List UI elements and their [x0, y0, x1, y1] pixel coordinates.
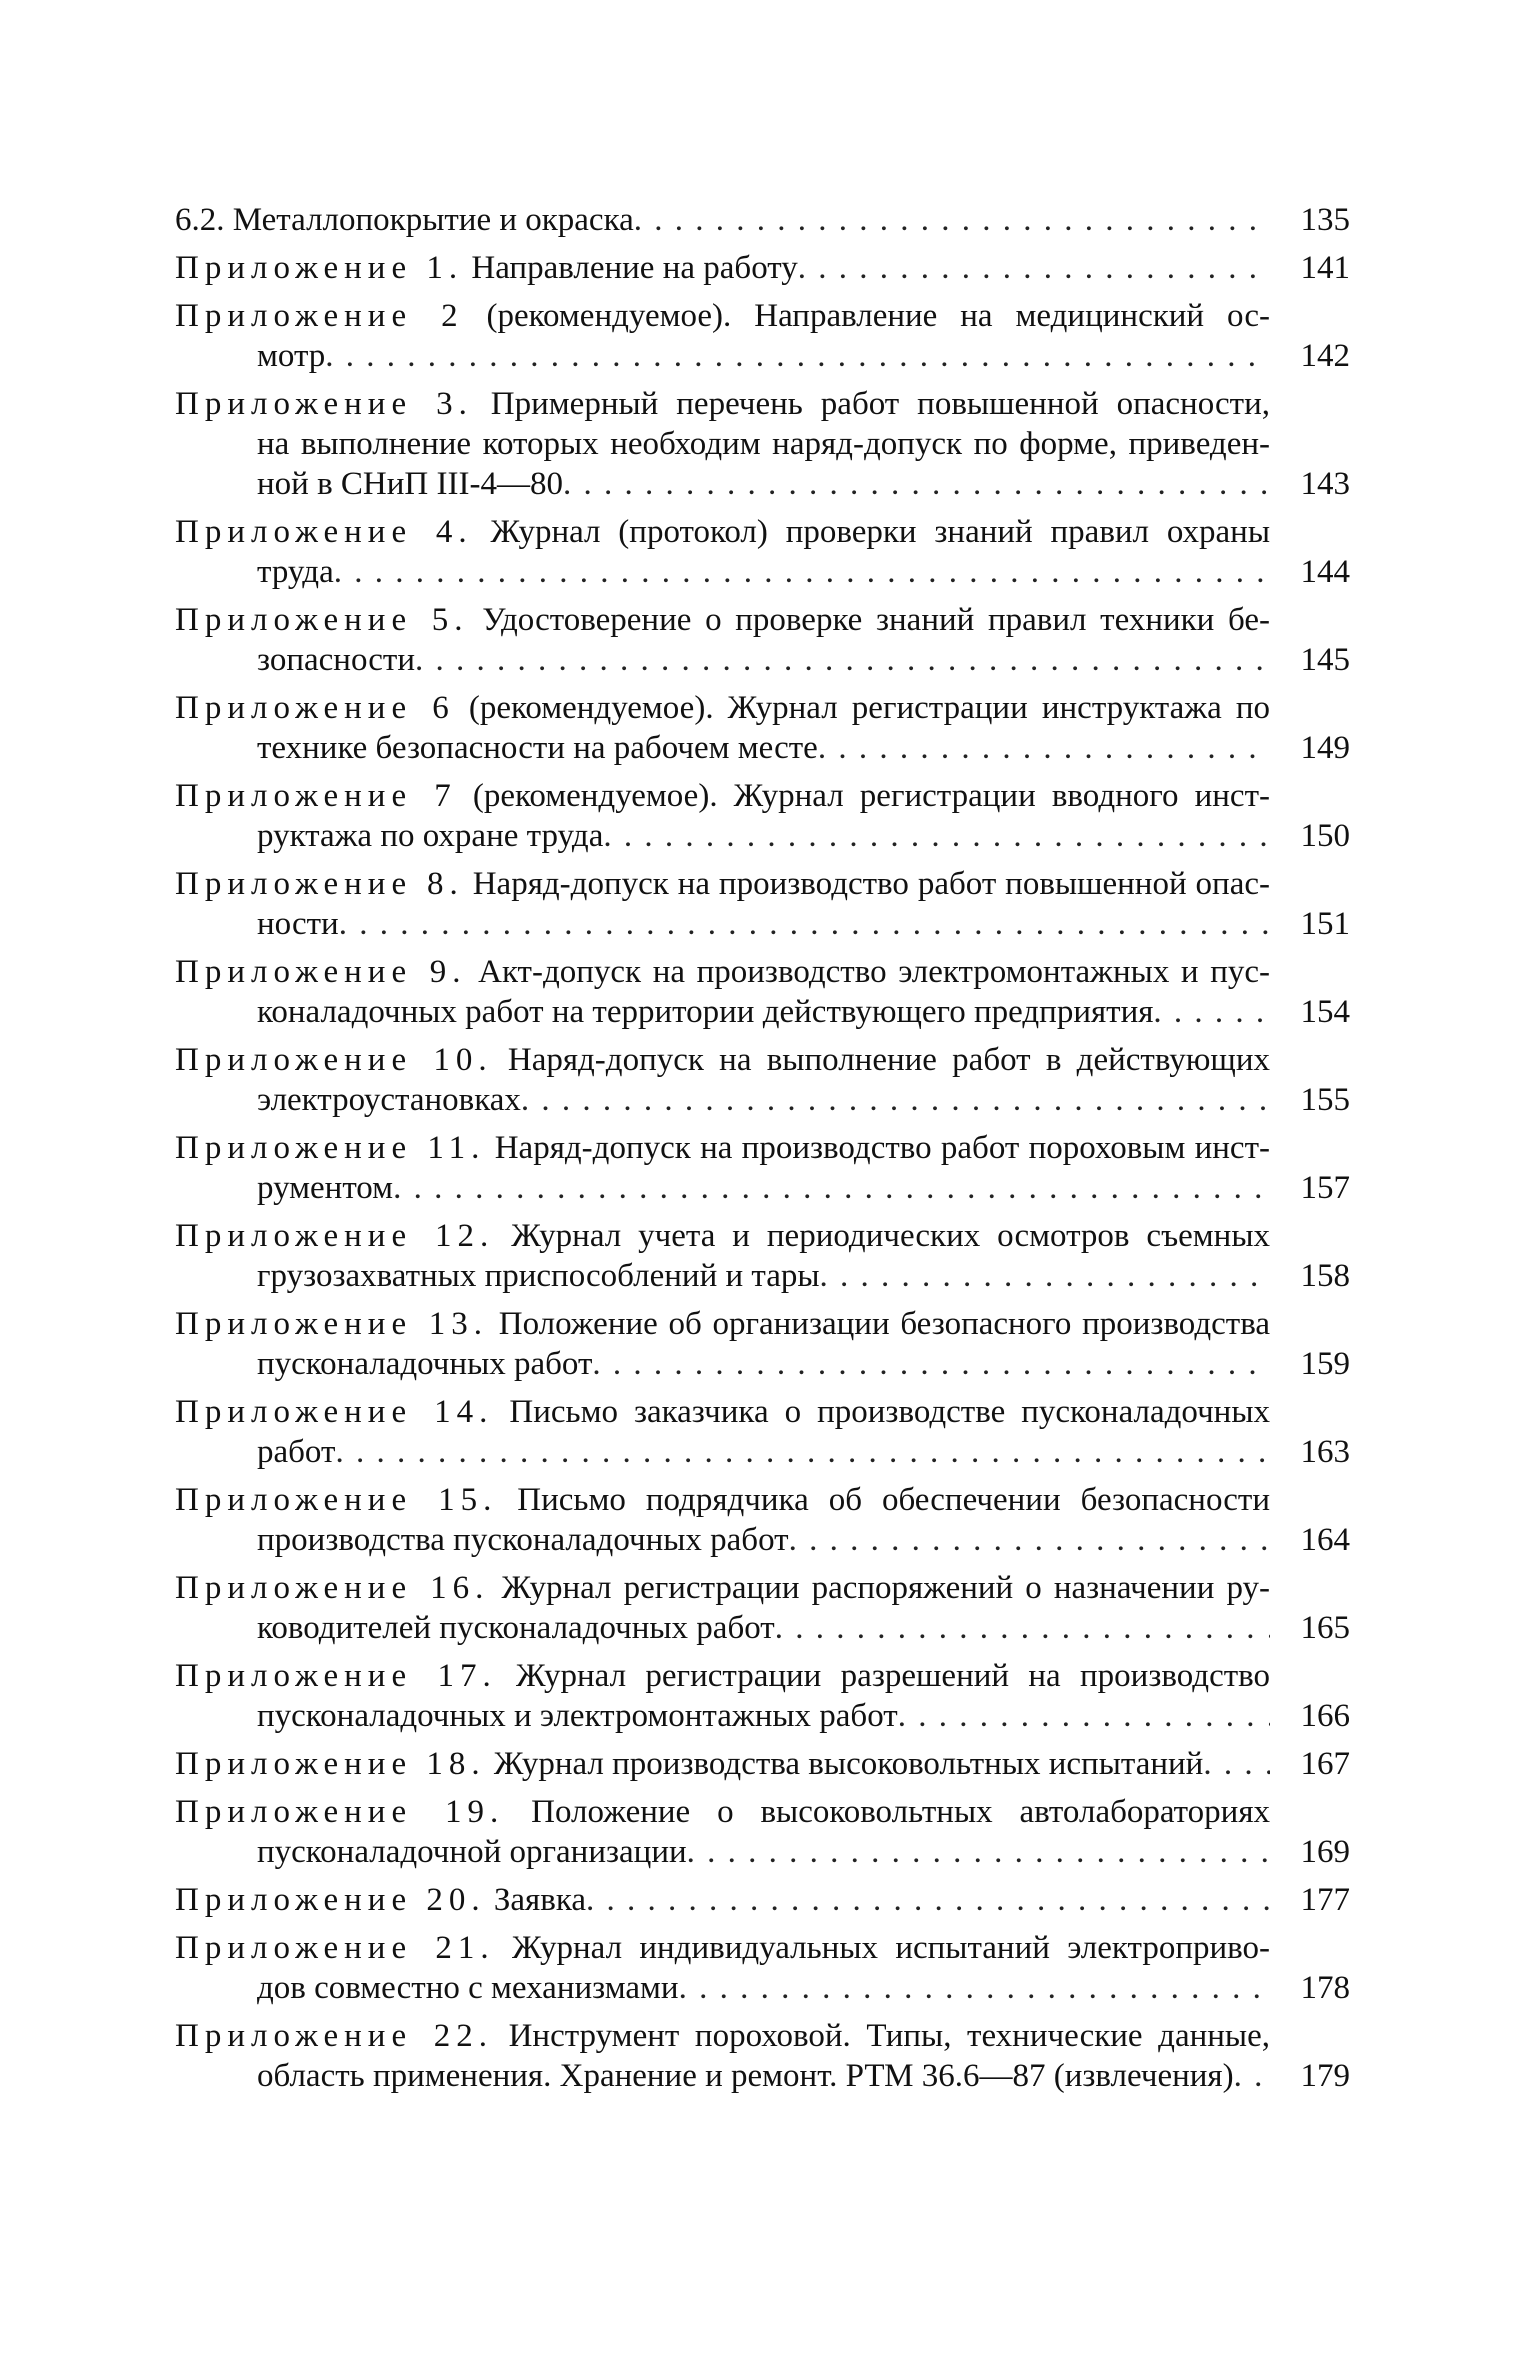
toc-entry-label: Приложение 15. [175, 1482, 498, 1518]
toc-entry-text: Положение об организации безопасного производства [498, 1306, 1270, 1342]
toc-entry-label: Приложение 11. [175, 1130, 486, 1166]
toc-entry-text: Акт-допуск на производство электромонтажных и пус- [478, 954, 1270, 990]
toc-entry-text: Инструмент пороховой. Типы, технические данные, [508, 2018, 1270, 2054]
toc-entry [175, 1480, 1350, 1560]
dot-leader [563, 464, 1270, 504]
dot-leader [415, 640, 1270, 680]
toc-line [175, 1432, 1270, 1472]
toc-entry-label: Приложение 13. [175, 1306, 489, 1342]
toc-entry [175, 1392, 1350, 1472]
toc-page-number: 151 [1300, 906, 1350, 942]
toc-entry-text: электроустановках [257, 1082, 521, 1118]
toc-line [175, 1040, 1270, 1080]
toc-line [175, 464, 1270, 504]
toc-entry-text: рументом [257, 1170, 394, 1206]
toc-line [175, 1792, 1270, 1832]
toc-entry-text: коналадочных работ на территории действующего предприятия [257, 994, 1154, 1030]
toc-line [175, 384, 1270, 424]
toc-line [175, 1656, 1270, 1696]
toc-entry-label: Приложение 4. [175, 514, 473, 550]
toc-line [175, 1696, 1270, 1736]
toc-page-number: 158 [1300, 1258, 1350, 1294]
toc-entry-text: Письмо подрядчика об обеспечении безопасности [517, 1482, 1270, 1518]
toc-page-number: 154 [1300, 994, 1350, 1030]
toc-line [175, 1968, 1270, 2008]
dot-leader [586, 1880, 1270, 1920]
toc-entry-label: Приложение 1. [175, 250, 464, 286]
toc-page-number: 159 [1300, 1346, 1350, 1382]
toc-entry [175, 1128, 1350, 1208]
toc-line [175, 1568, 1270, 1608]
toc-page-number: 142 [1300, 338, 1350, 374]
toc-entry [175, 200, 1350, 240]
toc-entry-label: Приложение 9. [175, 954, 467, 990]
toc-line [175, 1608, 1270, 1648]
toc-line [175, 512, 1270, 552]
toc-entry-label: Приложение 2 [175, 298, 464, 334]
dot-leader [789, 1520, 1270, 1560]
toc-entry [175, 1880, 1350, 1920]
toc-entry-text: Примерный перечень работ повышенной опасности, [490, 386, 1270, 422]
toc-entry-label: Приложение 3. [175, 386, 473, 422]
toc-line [175, 248, 1270, 288]
table-of-contents [175, 200, 1350, 2104]
toc-entry-label: Приложение 14. [175, 1394, 494, 1430]
toc-entry-text: Заявка [493, 1882, 586, 1918]
toc-line [175, 200, 1270, 240]
toc-line [175, 1080, 1270, 1120]
toc-entry-text: (рекомендуемое). Журнал регистрации вводного инст- [472, 778, 1270, 814]
dot-leader [687, 1832, 1270, 1872]
toc-line [175, 2056, 1270, 2096]
dot-leader [679, 1968, 1270, 2008]
toc-entry-label: Приложение 10. [175, 1042, 493, 1078]
dot-leader [339, 904, 1270, 944]
toc-line [175, 1128, 1270, 1168]
toc-entry-text: труда [257, 554, 334, 590]
toc-entry-label: Приложение 5. [175, 602, 469, 638]
toc-entry [175, 1568, 1350, 1648]
toc-entry-label: Приложение 18. [175, 1746, 486, 1782]
toc-page-number: 166 [1300, 1698, 1350, 1734]
toc-entry-label: Приложение 17. [175, 1658, 497, 1694]
toc-entry [175, 1928, 1350, 2008]
toc-entry-label: Приложение 7 [175, 778, 457, 814]
toc-entry-text: работ [257, 1434, 336, 1470]
toc-entry-label: Приложение 8. [175, 866, 464, 902]
toc-line [175, 424, 1270, 464]
toc-entry [175, 384, 1350, 504]
toc-line [175, 1168, 1270, 1208]
toc-page-number: 164 [1300, 1522, 1350, 1558]
toc-entry-text: Направление на работу [471, 250, 798, 286]
toc-page-number: 169 [1300, 1834, 1350, 1870]
toc-entry-text: мотр [257, 338, 326, 374]
toc-entry-text: Журнал регистрации распоряжений о назначении ру- [501, 1570, 1270, 1606]
toc-entry [175, 688, 1350, 768]
toc-line [175, 864, 1270, 904]
toc-page-number: 165 [1300, 1610, 1350, 1646]
toc-line [175, 776, 1270, 816]
toc-entry-text: производства пусконаладочных работ [257, 1522, 789, 1558]
dot-leader [898, 1696, 1270, 1736]
toc-entry-text: (рекомендуемое). Журнал регистрации инструктажа по [468, 690, 1270, 726]
toc-page-number: 149 [1300, 730, 1350, 766]
dot-leader [393, 1168, 1270, 1208]
toc-entry [175, 1040, 1350, 1120]
toc-page-number: 178 [1300, 1970, 1350, 2006]
toc-entry-text: дов совместно с механизмами [257, 1970, 679, 2006]
dot-leader [335, 1432, 1270, 1472]
toc-entry-text: зопасности [257, 642, 416, 678]
toc-line [175, 336, 1270, 376]
toc-line [175, 1216, 1270, 1256]
toc-entry-text: руктажа по охране труда [257, 818, 604, 854]
toc-line [175, 1832, 1270, 1872]
toc-entry-text: (рекомендуемое). Направление на медицинский ос- [486, 298, 1270, 334]
toc-line [175, 1480, 1270, 1520]
dot-leader [603, 816, 1270, 856]
toc-line [175, 728, 1270, 768]
toc-entry-label: Приложение 12. [175, 1218, 495, 1254]
toc-line [175, 1928, 1270, 1968]
toc-entry-text: технике безопасности на рабочем месте [257, 730, 818, 766]
dot-leader [820, 1256, 1270, 1296]
toc-entry-text: на выполнение которых необходим наряд-допуск по форме, приведен- [257, 426, 1270, 462]
toc-page-number: 135 [1300, 202, 1350, 238]
toc-entry [175, 296, 1350, 376]
toc-line [175, 1304, 1270, 1344]
dot-leader [521, 1080, 1270, 1120]
toc-page-number: 155 [1300, 1082, 1350, 1118]
toc-line [175, 1256, 1270, 1296]
toc-line [175, 2016, 1270, 2056]
toc-line [175, 1880, 1270, 1920]
toc-page-number: 163 [1300, 1434, 1350, 1470]
toc-page-number: 144 [1300, 554, 1350, 590]
toc-entry-text: Удостоверение о проверке знаний правил техники бе- [482, 602, 1270, 638]
dot-leader [334, 552, 1270, 592]
toc-page-number: 143 [1300, 466, 1350, 502]
toc-entry-text: Наряд-допуск на выполнение работ в действующих [507, 1042, 1270, 1078]
toc-entry-text: ководителей пусконаладочных работ [257, 1610, 775, 1646]
toc-entry-text: пусконаладочной организации [257, 1834, 687, 1870]
toc-entry [175, 248, 1350, 288]
toc-page-number: 145 [1300, 642, 1350, 678]
toc-entry-text: Письмо заказчика о производстве пусконаладочных [509, 1394, 1270, 1430]
dot-leader [634, 200, 1270, 240]
toc-entry [175, 1792, 1350, 1872]
toc-entry [175, 864, 1350, 944]
toc-entry-label: Приложение 19. [175, 1794, 505, 1830]
toc-entry [175, 776, 1350, 856]
toc-page-number: 167 [1300, 1746, 1350, 1782]
toc-line [175, 688, 1270, 728]
toc-entry [175, 952, 1350, 1032]
toc-line [175, 1344, 1270, 1384]
toc-entry [175, 600, 1350, 680]
toc-entry [175, 512, 1350, 592]
toc-line [175, 992, 1270, 1032]
toc-line [175, 1392, 1270, 1432]
dot-leader [818, 728, 1270, 768]
dot-leader [1203, 1744, 1270, 1784]
toc-entry-label: Приложение 6 [175, 690, 455, 726]
toc-entry-label: Приложение 21. [175, 1930, 495, 1966]
dot-leader [1234, 2056, 1270, 2096]
toc-entry-text: Наряд-допуск на производство работ пороховым инст- [494, 1130, 1270, 1166]
toc-entry-text: пусконаладочных работ [257, 1346, 593, 1382]
toc-entry-text: Журнал учета и периодических осмотров съемных [511, 1218, 1270, 1254]
toc-line [175, 1744, 1270, 1784]
toc-line [175, 552, 1270, 592]
toc-page-number: 157 [1300, 1170, 1350, 1206]
toc-page-number: 177 [1300, 1882, 1350, 1918]
toc-entry-text: ной в СНиП III-4—80 [257, 466, 563, 502]
toc-entry-text: Журнал (протокол) проверки знаний правил охраны [490, 514, 1270, 550]
toc-entry-label: Приложение 20. [175, 1882, 486, 1918]
toc-line [175, 952, 1270, 992]
dot-leader [592, 1344, 1270, 1384]
toc-entry-text: Журнал производства высоковольтных испытаний [493, 1746, 1204, 1782]
toc-entry-text: Наряд-допуск на производство работ повышенной опас- [472, 866, 1270, 902]
toc-line [175, 296, 1270, 336]
toc-line [175, 600, 1270, 640]
toc-line [175, 1520, 1270, 1560]
toc-entry [175, 1216, 1350, 1296]
toc-entry-text: 6.2. Металлопокрытие и окраска [175, 202, 634, 238]
toc-entry-text: грузозахватных приспособлений и тары [257, 1258, 820, 1294]
dot-leader [775, 1608, 1270, 1648]
toc-entry-text: Журнал регистрации разрешений на производство [516, 1658, 1270, 1694]
toc-entry-text: ности [257, 906, 339, 942]
toc-entry-text: пусконаладочных и электромонтажных работ [257, 1698, 898, 1734]
toc-entry-label: Приложение 16. [175, 1570, 490, 1606]
dot-leader [325, 336, 1270, 376]
dot-leader [1153, 992, 1270, 1032]
toc-page-number: 141 [1300, 250, 1350, 286]
toc-line [175, 816, 1270, 856]
toc-entry-text: Положение о высоковольтных автолабораториях [531, 1794, 1270, 1830]
toc-page-number: 179 [1300, 2058, 1350, 2094]
toc-entry [175, 1656, 1350, 1736]
toc-entry-text: Журнал индивидуальных испытаний электроприво- [512, 1930, 1270, 1966]
toc-page-number: 150 [1300, 818, 1350, 854]
toc-line [175, 904, 1270, 944]
toc-entry-text: область применения. Хранение и ремонт. РТМ 36.6—87 (извлечения) [257, 2058, 1234, 2094]
toc-entry [175, 1744, 1350, 1784]
toc-entry [175, 1304, 1350, 1384]
dot-leader [798, 248, 1270, 288]
toc-line [175, 640, 1270, 680]
toc-entry [175, 2016, 1350, 2096]
toc-entry-label: Приложение 22. [175, 2018, 493, 2054]
